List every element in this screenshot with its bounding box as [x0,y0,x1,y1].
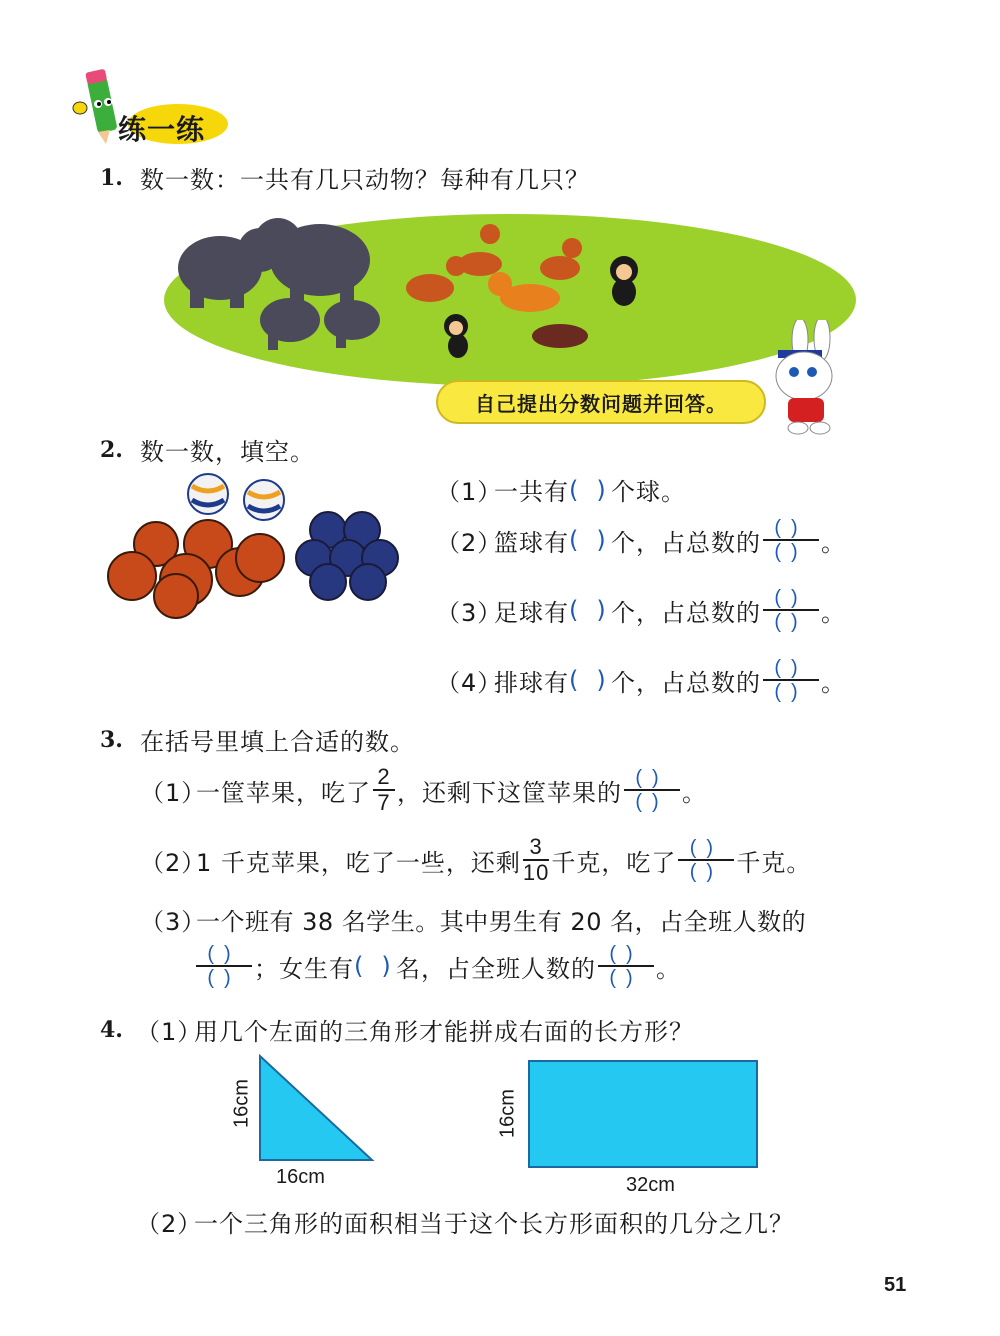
fraction: $\frac{2}{7}$ [373,766,395,814]
item-text: ，还剩下这筐苹果的 [397,778,622,807]
item-label: （2） [136,1210,203,1238]
question-number: 2. [100,436,123,463]
fraction-blank[interactable]: $\frac{()}{()}$ [763,518,819,562]
question-text: 在括号里填上合适的数。 [140,728,415,756]
item-text: 。 [656,954,681,983]
item-text: 。 [682,778,707,807]
fraction-blank[interactable]: $\frac{()}{()}$ [624,768,680,812]
triangle-shape [260,1056,372,1160]
item-label: （1） [436,478,503,506]
fraction-blank[interactable]: $\frac{()}{()}$ [763,588,819,632]
period: 。 [821,528,846,557]
item-label: （3） [436,598,503,627]
rectangle-width-label: 32cm [626,1174,675,1196]
q2-item-3 [436,588,846,632]
item-text-post: 个，占总数的 [611,598,761,627]
question-2 [100,432,315,467]
fraction-blank[interactable]: $\frac{()}{()}$ [678,838,734,882]
question-text: 用几个左面的三角形才能拼成右面的长方形？ [194,1018,694,1046]
item-text-pre: 排球有 [494,668,569,697]
q3-item-3 [140,902,806,937]
question-number: 1. [100,164,123,191]
item-text-post: 个，占总数的 [611,528,761,557]
rectangle-shape [528,1060,758,1168]
item-text-pre: 足球有 [494,598,569,627]
rabbit-mascot-icon [760,320,850,438]
question-number: 4. [100,1016,123,1043]
period: 。 [821,668,846,697]
fraction-blank[interactable]: $\frac{()}{()}$ [598,944,654,988]
question-4-part-2 [136,1204,794,1239]
answer-blank[interactable]: () [569,596,624,624]
answer-blank[interactable]: () [569,475,624,504]
item-label: （4） [436,668,503,697]
item-text-pre: 篮球有 [494,528,569,557]
triangle-figure [222,1052,382,1194]
answer-blank[interactable]: () [569,666,624,694]
item-text: 千克。 [736,848,812,877]
item-text: 一个班有 38 名学生。其中男生有 20 名，占全班人数的 [196,908,807,936]
q2-item-4 [436,658,846,702]
speech-bubble [436,380,766,424]
speech-text: 自己提出分数问题并回答。 [475,391,727,416]
answer-blank[interactable]: () [354,952,409,980]
triangle-base-label: 16cm [276,1166,325,1188]
item-text: 1 千克苹果，吃了一些，还剩 [196,848,521,877]
question-3 [100,722,415,757]
question-text: 数一数，填空。 [140,438,315,466]
question-1 [100,160,590,195]
rectangle-height-label: 16cm [496,1089,519,1138]
volleyball-icon [188,474,284,520]
question-4 [100,1012,694,1047]
q3-item-3-cont [194,944,681,988]
question-text: 一个三角形的面积相当于这个长方形面积的几分之几？ [194,1210,794,1238]
item-text: 一筐苹果，吃了 [196,778,371,807]
fraction-blank[interactable]: $\frac{()}{()}$ [196,944,252,988]
basketball-icon [108,520,284,618]
answer-blank[interactable]: () [569,526,624,554]
balls-illustration [100,472,410,622]
question-text: 数一数：一共有几只动物？每种有几只？ [140,166,590,194]
item-text-post: 个球。 [611,478,686,506]
fraction-blank[interactable]: $\frac{()}{()}$ [763,658,819,702]
q3-item-1 [140,766,707,814]
soccer-ball-icon [296,512,398,600]
item-text: 千克，吃了 [551,848,677,877]
item-text: 名，占全班人数的 [396,954,596,983]
item-label: （2） [436,528,503,557]
q2-item-2 [436,518,846,562]
item-label: （3） [140,908,207,936]
item-text-pre: 一共有 [494,478,569,506]
question-number: 3. [100,726,123,753]
rectangle-figure [490,1058,770,1198]
item-text-post: 个，占总数的 [611,668,761,697]
item-label: （1） [136,1018,203,1046]
page-number: 51 [884,1274,907,1296]
q2-item-1 [436,472,686,507]
item-label: （1） [140,778,207,807]
q3-item-2 [140,836,811,884]
triangle-height-label: 16cm [230,1079,253,1128]
period: 。 [821,598,846,627]
practice-title: 练一练 [118,113,206,146]
practice-header [68,64,228,148]
item-label: （2） [140,848,207,877]
fraction: $\frac{3}{10}$ [522,834,550,885]
item-text: ；女生有 [254,954,354,983]
